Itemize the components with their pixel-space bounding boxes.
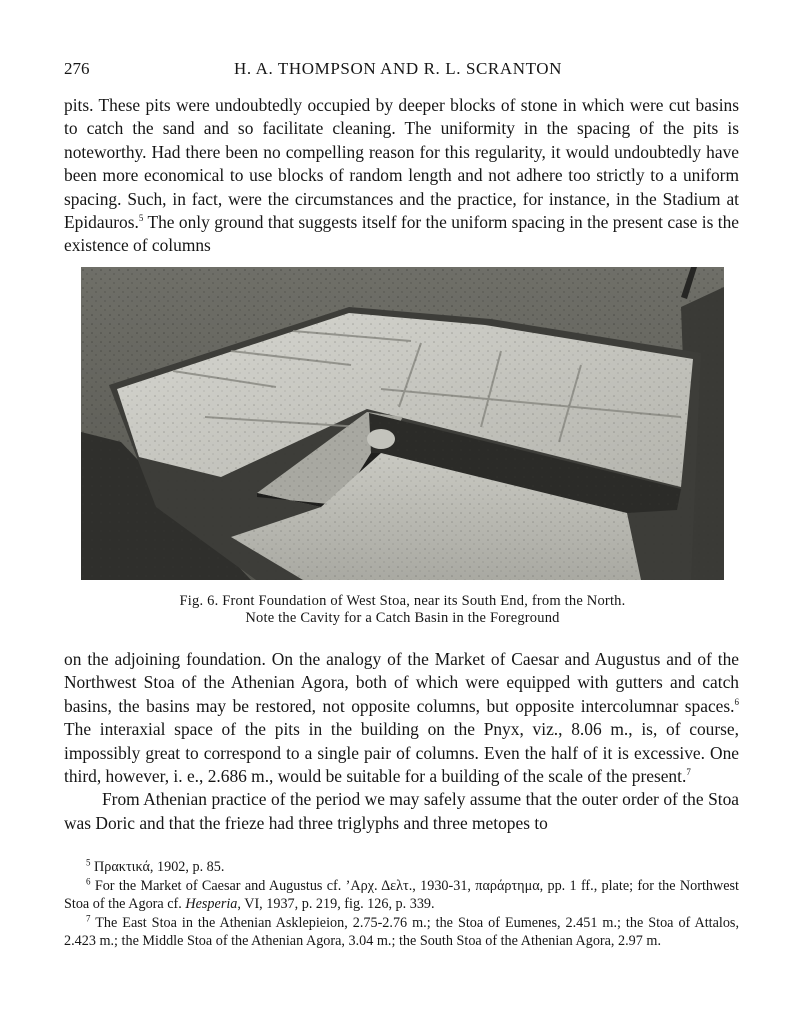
footnote-text: For the Market of Caesar and Augustus cf. ’Αρχ. Δελτ., 1930-31, παράρτημα, pp. 1 ff., plate; for the Northwest Stoa of the Agora cf. (64, 877, 739, 913)
footnote-journal: Hesperia (185, 896, 238, 913)
running-head: H. A. THOMPSON AND R. L. SCRANTON (234, 59, 563, 78)
paragraph-text: The only ground that suggests itself for the uniform spacing in the present case is the existence of columns (64, 212, 739, 256)
body-paragraph-top (64, 94, 739, 258)
paragraph-text: on the adjoining foundation. On the analogy of the Market of Caesar and Augustus and of the Northwest Stoa of the Athenian Agora, both of which were equipped with gutters and catch basins, the basins may be restored, not opposite columns, but opposite intercolumnar spaces. (64, 649, 739, 716)
figure-caption (80, 593, 725, 627)
body-paragraph-bottom (64, 648, 739, 835)
footnote-text: , VI, 1937, p. 219, fig. 126, p. 339. (237, 896, 435, 913)
caption-line-1: Fig. 6. Front Foundation of West Stoa, near its South End, from the North. (179, 593, 626, 609)
foundation-photo (81, 267, 724, 580)
footnote-text: Πρακτικά, 1902, p. 85. (90, 859, 225, 875)
footnote-6 (64, 877, 739, 914)
footnote-number: 5 (86, 857, 91, 868)
footnote-ref-6: 6 (734, 697, 739, 708)
footnote-7 (64, 914, 739, 951)
page-header (64, 59, 739, 83)
paragraph-text: The interaxial space of the pits in the building on the Pnyx, viz., 8.06 m., is, of course, impossibly great to correspond to a single pair of columns. Even the half of it is excessive. One third, however, i. e., 2.686 m., would be suitable for a building of the scale of the present. (64, 719, 739, 787)
footnotes (64, 858, 739, 951)
footnote-5 (64, 858, 739, 877)
page-number: 276 (64, 59, 90, 78)
paragraph-text: From Athenian practice of the period we may safely assume that the outer order of the Stoa was Doric and that the frieze had three triglyphs and three metopes to (64, 789, 739, 833)
footnote-ref-5: 5 (138, 213, 144, 224)
figure-photograph (81, 267, 724, 580)
paragraph-text: pits. These pits were undoubtedly occupied by deeper blocks of stone in which were cut basins to catch the sand and so facilitate cleaning. The uniformity in the spacing of the pits is noteworthy. Had there been no compelling reason for this regularity, it would undoubtedly have been more economical to use blocks of random length and not adhere too strictly to a uniform spacing. Such, in fact, were the circumstances and the practice, for instance, in the Stadium at Epidauros. (64, 95, 739, 233)
caption-line-2: Note the Cavity for a Catch Basin in the Foreground (245, 610, 560, 626)
footnote-text: The East Stoa in the Athenian Asklepieion, 2.75-2.76 m.; the Stoa of Eumenes, 2.451 m.; the Stoa of Attalos, 2.423 m.; the Middle Stoa of the Athenian Agora, 3.04 m.; the South Stoa of the Athenian Agora, 2.97 m. (64, 914, 739, 950)
footnote-number: 6 (86, 875, 91, 886)
footnote-number: 7 (86, 913, 91, 924)
footnote-ref-7: 7 (686, 767, 691, 778)
